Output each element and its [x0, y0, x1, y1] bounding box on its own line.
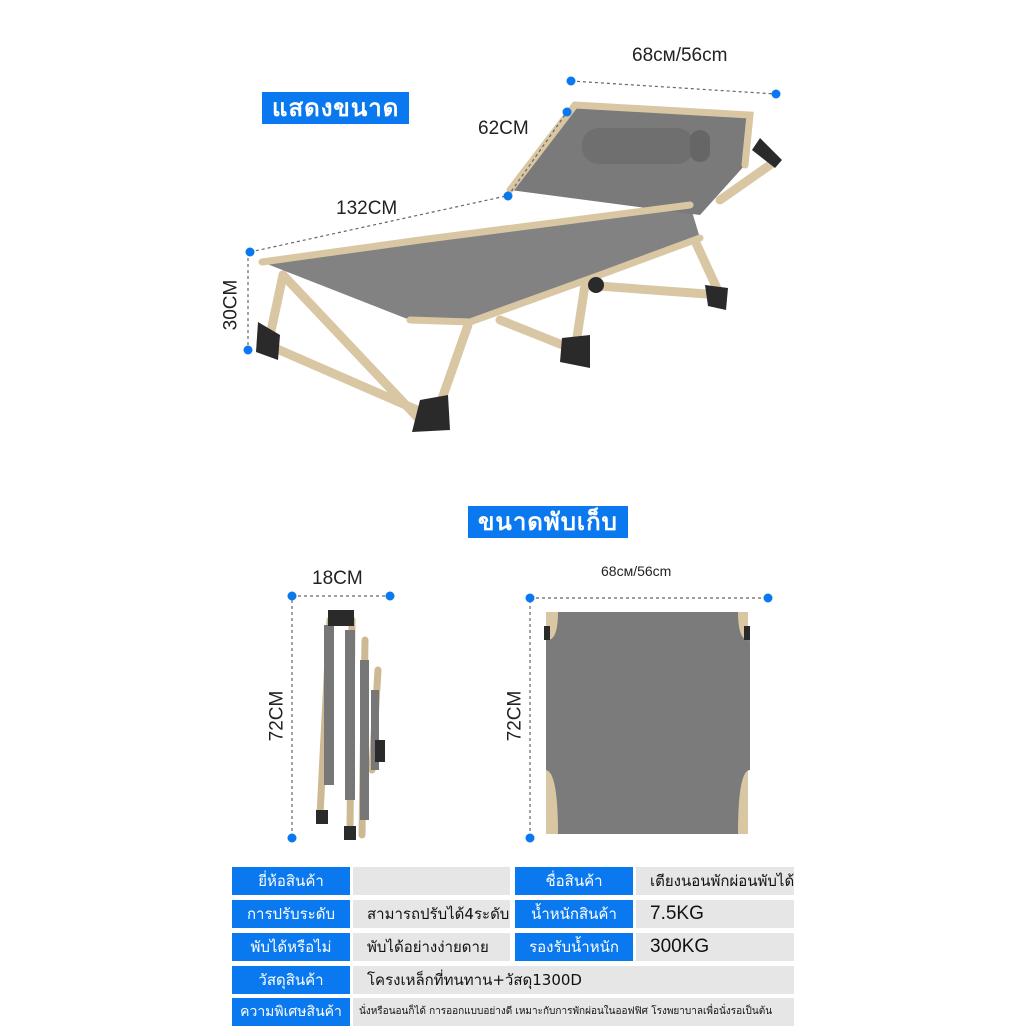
display-size-heading: แสดงขนาด — [262, 92, 409, 124]
name-label: ชื่อสินค้า — [515, 867, 633, 895]
folded-thickness-label: 18CM — [312, 568, 363, 589]
folded-width-label: 68cм/56cm — [601, 563, 672, 579]
bed-height-label: 30CM — [220, 279, 242, 331]
name-value: เตียงนอนพักผ่อนพับได้ — [636, 867, 794, 895]
weight-label: น้ำหนักสินค้า — [515, 900, 633, 928]
spec-row-material — [232, 966, 794, 994]
load-value: 300KG — [636, 933, 794, 961]
adjust-value: สามารถปรับได้4ระดับ — [353, 900, 510, 928]
spec-row-adjust — [232, 900, 794, 928]
feature-label: ความพิเศษสินค้า — [232, 998, 350, 1026]
folded-size-heading: ขนาดพับเก็บ — [468, 506, 628, 538]
brand-label: ยี่ห้อสินค้า — [232, 867, 350, 895]
folded-front-image — [544, 612, 750, 834]
weight-value: 7.5KG — [636, 900, 794, 928]
brand-value — [353, 867, 510, 895]
folded-height-left-label: 72CM — [266, 690, 288, 742]
spec-row-fold — [232, 933, 794, 961]
spec-row-feature — [232, 998, 794, 1026]
adjust-label: การปรับระดับ — [232, 900, 350, 928]
lounger-image — [256, 105, 782, 432]
backrest-length-label: 62CM — [478, 118, 529, 139]
fold-label: พับได้หรือไม่ — [232, 933, 350, 961]
load-label: รองรับน้ำหนัก — [515, 933, 633, 961]
spec-row-brand — [232, 867, 794, 895]
folded-height-right-label: 72CM — [504, 690, 526, 742]
feature-value: นั่งหรือนอนก็ได้ การออกแบบอย่างดี เหมาะกับการพักผ่อนในออฟฟิศ โรงพยาบาลเพื่อนั่งรอเป็นต้น — [353, 998, 794, 1026]
bed-length-label: 132CM — [336, 198, 398, 219]
fold-value: พับได้อย่างง่ายดาย — [353, 933, 510, 961]
material-value: โครงเหล็กที่ทนทาน+วัสดุ1300D — [353, 966, 794, 994]
top-width-label: 68cм/56cm — [632, 45, 728, 66]
folded-side-image — [316, 610, 385, 840]
material-label: วัสดุสินค้า — [232, 966, 350, 994]
